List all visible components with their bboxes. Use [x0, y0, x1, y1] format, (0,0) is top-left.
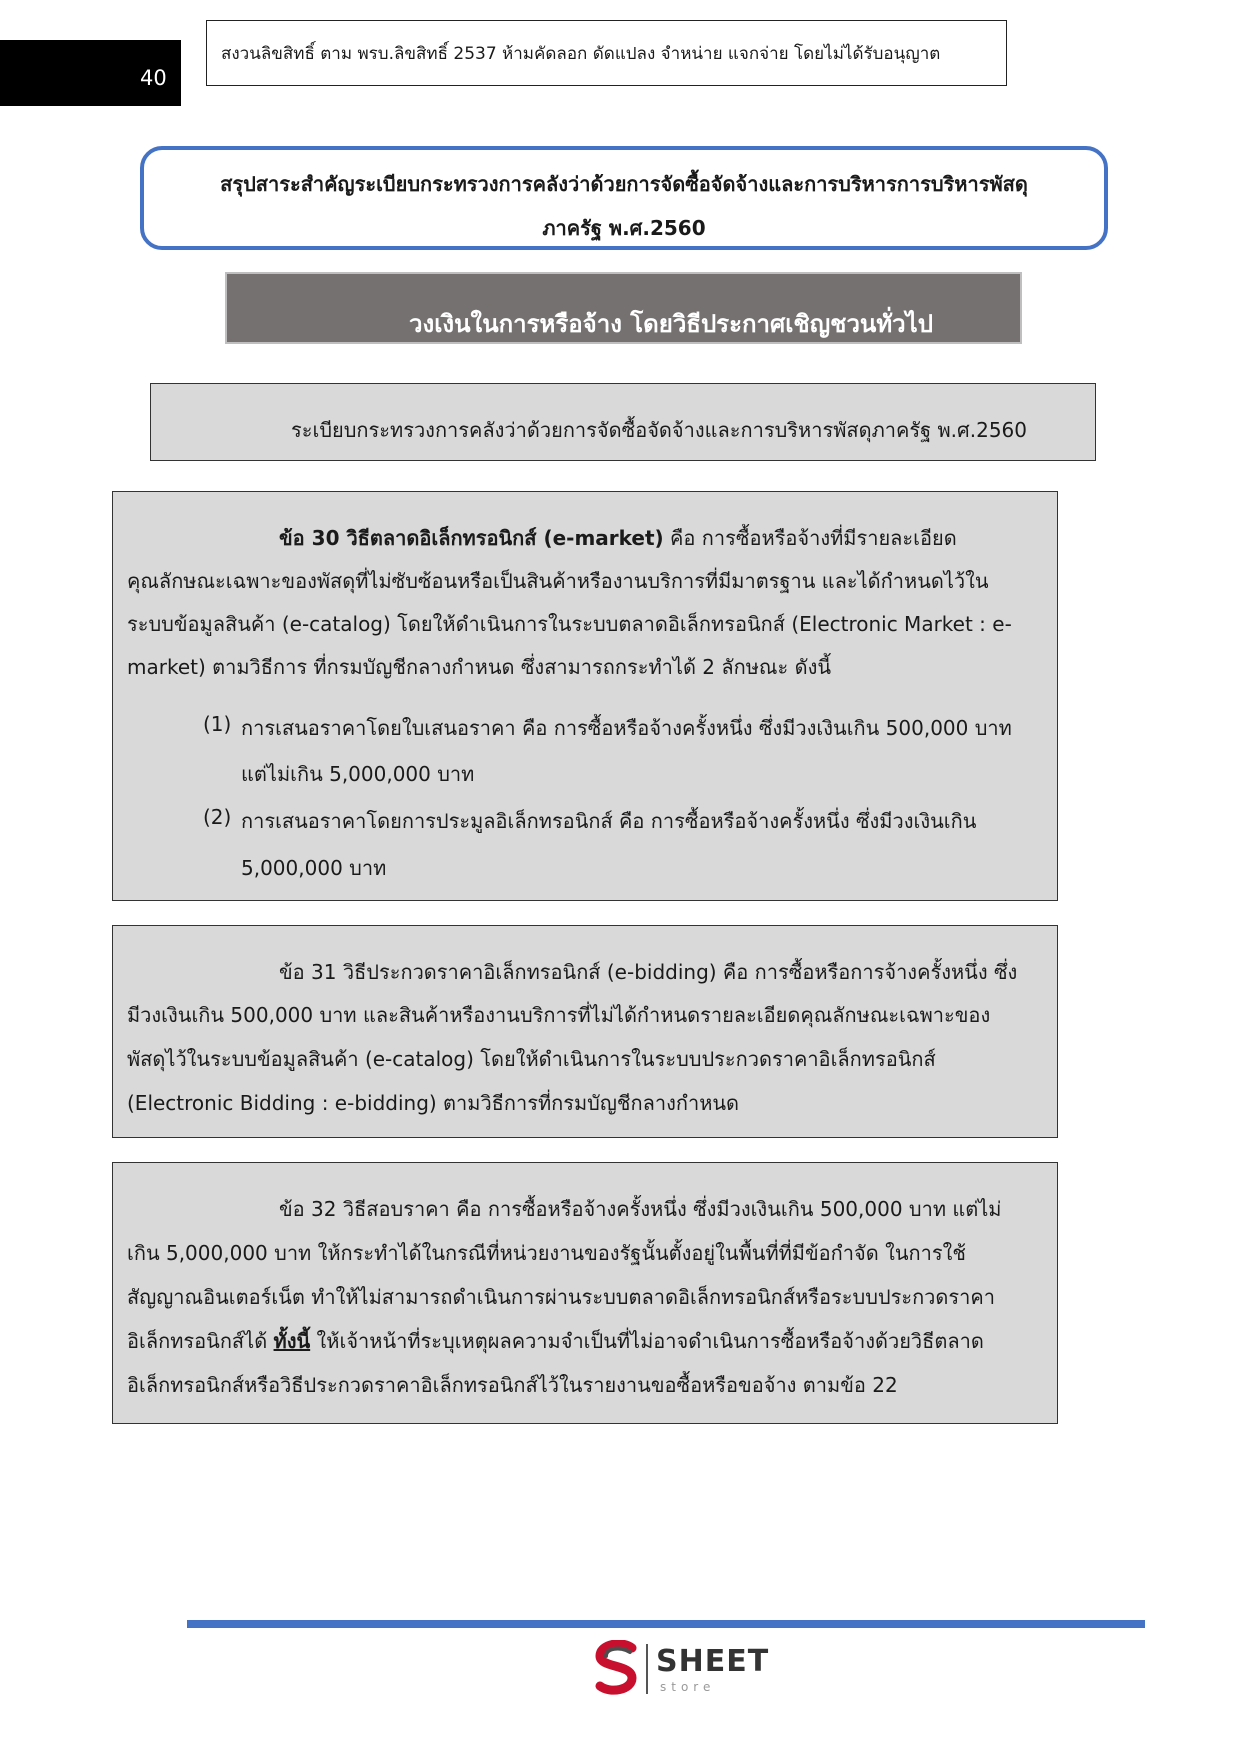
clause-31-box	[112, 925, 1058, 1138]
clause-32-line-2: เกิน 5,000,000 บาท ให้กระทำได้ในกรณีที่หน่วยงานของรัฐนั้นตั้งอยู่ในพื้นที่ที่มีข้อกำจัด ในการใช้	[127, 1241, 966, 1265]
clause-30-item-2-line-1: การเสนอราคาโดยการประมูลอิเล็กทรอนิกส์ คือ การซื้อหรือจ้างครั้งหนึ่ง ซึ่งมีวงเงินเกิน	[241, 809, 977, 833]
clause-30-item-2-line-2: 5,000,000 บาท	[241, 856, 387, 880]
clause-30-item-1-line-2: แต่ไม่เกิน 5,000,000 บาท	[241, 762, 475, 786]
clause-32-line-4	[127, 1325, 984, 1357]
logo-word: SHEET	[656, 1644, 770, 1679]
section-banner-text: วงเงินในการหรือจ้าง โดยวิธีประกาศเชิญชวนทั่วไป	[409, 310, 933, 338]
clause-32-emphasis: ทั้งนี้	[273, 1329, 311, 1353]
clause-30-heading: ข้อ 30 วิธีตลาดอิเล็กทรอนิกส์ (e-market)	[279, 526, 664, 550]
page-number-block	[0, 40, 181, 106]
clause-30-item-1-line-1: การเสนอราคาโดยใบเสนอราคา คือ การซื้อหรือจ้างครั้งหนึ่ง ซึ่งมีวงเงินเกิน 500,000 บาท	[241, 716, 1012, 740]
clause-32-line-3: สัญญาณอินเตอร์เน็ต ทำให้ไม่สามารถดำเนินการผ่านระบบตลาดอิเล็กทรอนิกส์หรือระบบประกวดราคา	[127, 1285, 995, 1309]
copyright-notice: สงวนลิขสิทธิ์ ตาม พรบ.ลิขสิทธิ์ 2537 ห้ามคัดลอก ดัดแปลง จำหน่าย แจกจ่าย โดยไม่ได้รับอนุญาต	[206, 20, 1007, 86]
clause-30-line-4: market) ตามวิธีการ ที่กรมบัญชีกลางกำหนด ซึ่งสามารถกระทำได้ 2 ลักษณะ ดังนี้	[127, 655, 832, 679]
sheet-store-s-logo-icon	[592, 1640, 642, 1696]
sheet-store-logo	[592, 1640, 770, 1700]
clause-31-line-1: ข้อ 31 วิธีประกวดราคาอิเล็กทรอนิกส์ (e-bidding) คือ การซื้อหรือการจ้างครั้งหนึ่ง ซึ่ง	[279, 960, 1018, 984]
clause-31-line-3: พัสดุไว้ในระบบข้อมูลสินค้า (e-catalog) โดยให้ดำเนินการในระบบประกวดราคาอิเล็กทรอนิกส์	[127, 1047, 936, 1071]
regulation-box	[150, 383, 1096, 461]
clause-31-line-4: (Electronic Bidding : e-bidding) ตามวิธีการที่กรมบัญชีกลางกำหนด	[127, 1091, 740, 1115]
clause-32-box	[112, 1162, 1058, 1424]
clause-30-box	[112, 491, 1058, 901]
clause-30-line-1	[279, 522, 957, 554]
section-banner	[225, 272, 1022, 344]
clause-30-item-1-number: (1)	[203, 712, 232, 736]
clause-30-line-1-rest: คือ การซื้อหรือจ้างที่มีรายละเอียด	[663, 526, 957, 550]
title-box	[140, 146, 1108, 250]
clause-32-line-5: อิเล็กทรอนิกส์หรือวิธีประกวดราคาอิเล็กทรอนิกส์ไว้ในรายงานขอซื้อหรือขอจ้าง ตามข้อ 22	[127, 1373, 898, 1397]
title-line-2: ภาครัฐ พ.ศ.2560	[542, 216, 706, 240]
regulation-text: ระเบียบกระทรวงการคลังว่าด้วยการจัดซื้อจัดจ้างและการบริหารพัสดุภาครัฐ พ.ศ.2560	[291, 418, 1027, 442]
clause-30-item-2-number: (2)	[203, 805, 232, 829]
clause-32-line-1: ข้อ 32 วิธีสอบราคา คือ การซื้อหรือจ้างครั้งหนึ่ง ซึ่งมีวงเงินเกิน 500,000 บาท แต่ไม่	[279, 1197, 1002, 1221]
clause-30-line-2: คุณลักษณะเฉพาะของพัสดุที่ไม่ซับซ้อนหรือเป็นสินค้าหรืองานบริการที่มีมาตรฐาน และได้กำหนดไว้ใน	[127, 569, 989, 593]
logo-divider	[646, 1644, 648, 1694]
footer-rule	[187, 1620, 1145, 1628]
clause-30-line-3: ระบบข้อมูลสินค้า (e-catalog) โดยให้ดำเนินการในระบบตลาดอิเล็กทรอนิกส์ (Electronic Market : e-	[127, 612, 1012, 636]
clause-32-line-4-pre: อิเล็กทรอนิกส์ได้	[127, 1329, 274, 1353]
clause-31-line-2: มีวงเงินเกิน 500,000 บาท และสินค้าหรืองานบริการที่ไม่ได้กำหนดรายละเอียดคุณลักษณะเฉพาะของ	[127, 1003, 991, 1027]
page-number: 40	[140, 66, 167, 90]
title-line-1: สรุปสาระสำคัญระเบียบกระทรวงการคลังว่าด้วยการจัดซื้อจัดจ้างและการบริหารการบริหารพัสดุ	[220, 172, 1028, 196]
logo-sub: store	[660, 1680, 716, 1694]
clause-32-line-4-post: ให้เจ้าหน้าที่ระบุเหตุผลความจำเป็นที่ไม่อาจดำเนินการซื้อหรือจ้างด้วยวิธีตลาด	[310, 1329, 984, 1353]
